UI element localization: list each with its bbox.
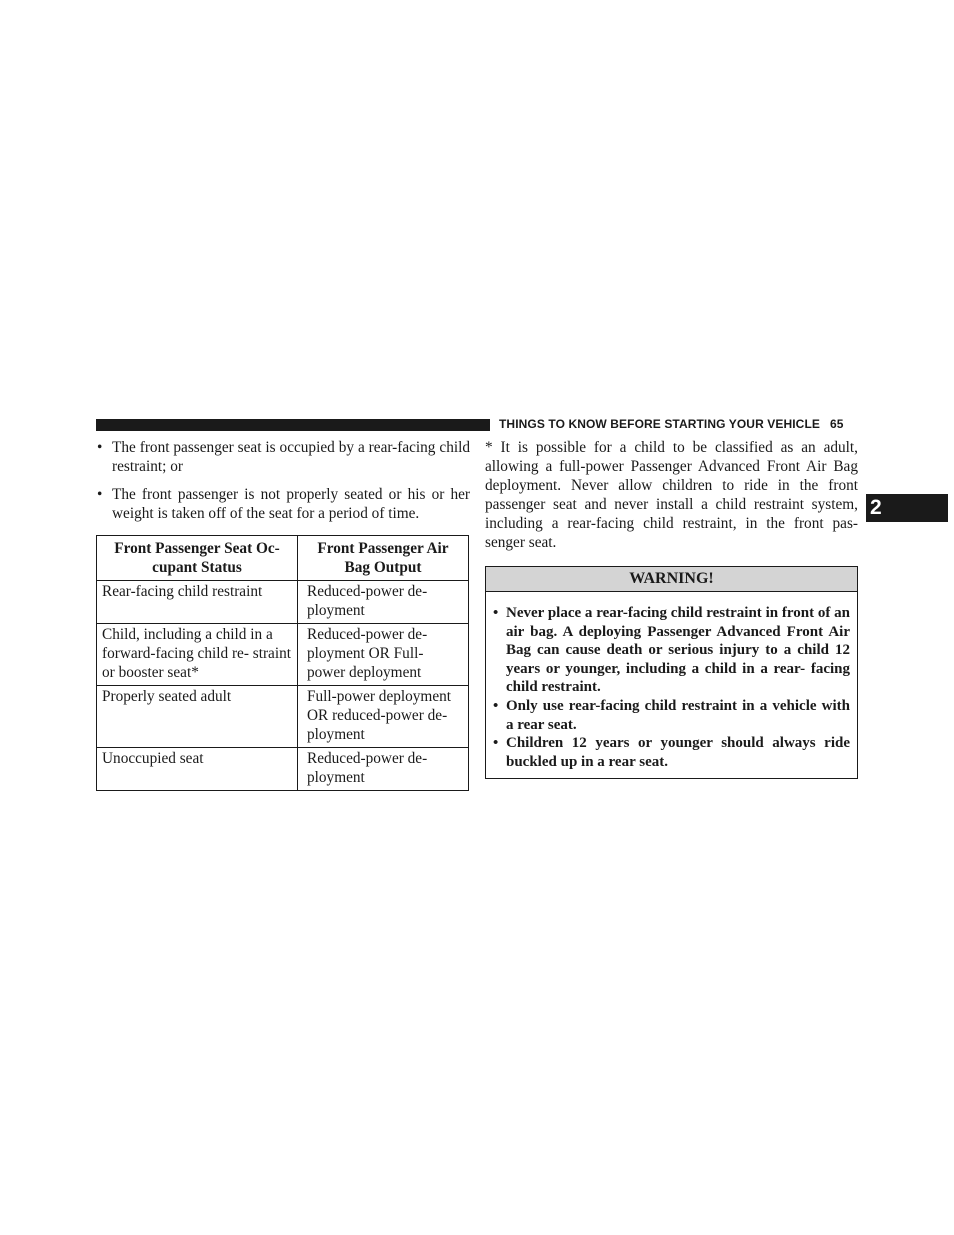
header-bar	[96, 419, 490, 431]
list-item	[96, 485, 470, 523]
table-cell: Properly seated adult	[97, 686, 298, 748]
table-cell: Full-power deployment OR reduced-power de- ployment	[298, 686, 469, 748]
warning-box	[485, 566, 858, 779]
warning-item	[493, 604, 850, 697]
footnote: * It is possible for a child to be classified as an adult, allowing a full-power Passenger Advanced Front Air Bag deployment. Never allow children to ride in the front passenger seat and never install a child restraint system, including a rear-facing child restraint, in the front pas- senger seat.	[485, 439, 858, 551]
left-column	[96, 438, 470, 791]
list-item	[96, 438, 470, 476]
bullet-icon: •	[493, 735, 499, 752]
warning-title: WARNING!	[486, 567, 857, 592]
list-item-text: The front passenger is not properly seated or his or her weight is taken off of the seat for a period of time.	[112, 486, 470, 522]
table-cell: Child, including a child in a forward-facing child re- straint or booster seat*	[97, 624, 298, 686]
table-cell: Reduced-power de- ployment	[298, 581, 469, 624]
table-cell: Reduced-power de- ployment OR Full- power deployment	[298, 624, 469, 686]
right-column	[485, 438, 858, 779]
table-cell: Reduced-power de- ployment	[298, 748, 469, 791]
page-number: 65	[829, 417, 844, 431]
warning-item-text: Only use rear-facing child restraint in a vehicle with a rear seat.	[506, 697, 850, 733]
table-header-row	[97, 536, 469, 581]
occupant-status-table	[96, 535, 469, 791]
table-row	[97, 624, 469, 686]
running-header	[499, 417, 859, 431]
table-row	[97, 581, 469, 624]
chapter-tab: 2	[866, 494, 948, 522]
table-row	[97, 686, 469, 748]
column-header-occupant-status: Front Passenger Seat Oc- cupant Status	[97, 536, 298, 581]
warning-item-text: Never place a rear-facing child restraint in front of an air bag. A deploying Passenger Advanced Front Air Bag can cause death or serious injury to a child 12 years or younger, including a child in a rear- facing child restraint.	[506, 605, 850, 696]
bullet-icon: •	[97, 486, 103, 503]
table-row	[97, 748, 469, 791]
column-header-air-bag-output: Front Passenger Air Bag Output	[298, 536, 469, 581]
warning-item-text: Children 12 years or younger should always ride buckled up in a rear seat.	[506, 735, 850, 770]
condition-list	[96, 438, 470, 523]
bullet-icon: •	[493, 605, 499, 621]
table-cell: Unoccupied seat	[97, 748, 298, 791]
warning-item	[493, 734, 850, 771]
table-cell: Rear-facing child restraint	[97, 581, 298, 624]
list-item-text: The front passenger seat is occupied by a rear-facing child restraint; or	[112, 439, 470, 475]
header-title: THINGS TO KNOW BEFORE STARTING YOUR VEHICLE	[499, 417, 820, 431]
warning-list	[486, 592, 857, 778]
warning-item	[493, 697, 850, 734]
bullet-icon: •	[97, 439, 103, 456]
bullet-icon: •	[493, 697, 499, 714]
